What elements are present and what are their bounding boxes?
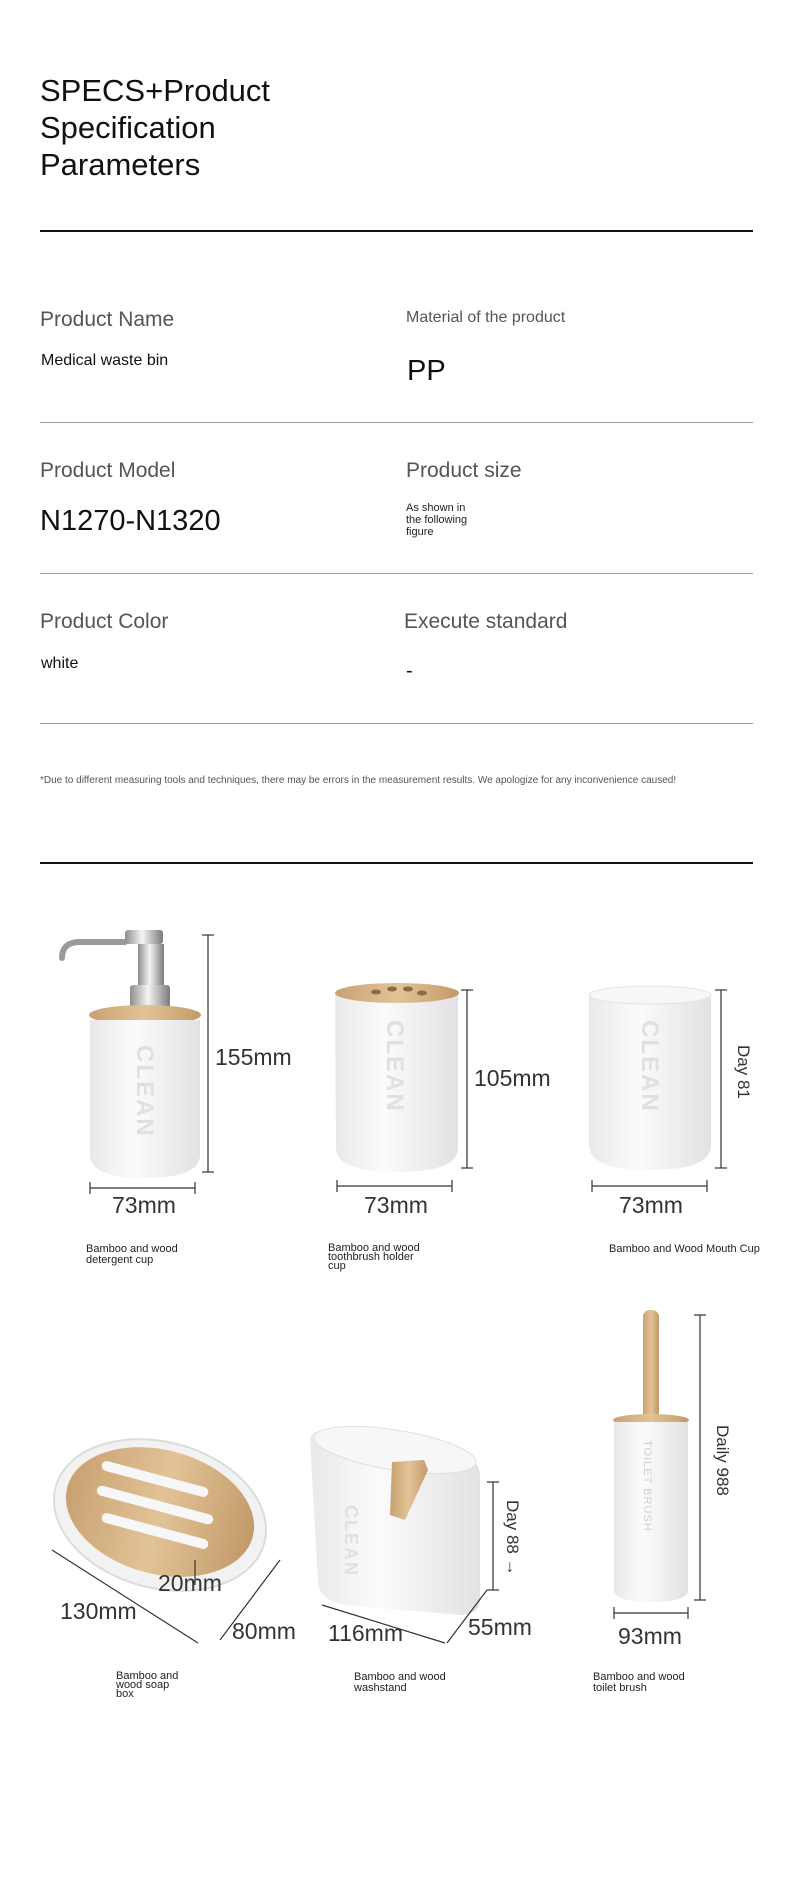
washstand-caption: Bamboo and wood washstand	[354, 1671, 446, 1694]
mouth-cup-height: Day 81	[734, 1045, 753, 1099]
soap-box-width: 80mm	[232, 1618, 296, 1644]
product-name-value: Medical waste bin	[41, 352, 169, 369]
product-size-label: Product size	[406, 459, 522, 482]
detergent-cup-width: 73mm	[112, 1192, 176, 1218]
detergent-cup-embossed-text: CLEAN	[131, 1045, 158, 1138]
material-label: Material of the product	[406, 309, 566, 326]
product-model-value: N1270-N1320	[40, 505, 221, 537]
toilet-brush-height: Daily 988	[713, 1425, 732, 1496]
page-title: SPECS+Product Specification Parameters	[40, 73, 271, 182]
soap-box-caption: Bamboo and wood soap box	[116, 1670, 179, 1700]
execute-standard-label: Execute standard	[404, 610, 568, 633]
toilet-brush-width: 93mm	[618, 1623, 682, 1649]
washstand-height: Day 88 →	[503, 1500, 522, 1576]
detergent-cup-height: 155mm	[215, 1044, 292, 1070]
toothbrush-holder-caption: Bamboo and wood toothbrush holder cup	[328, 1242, 420, 1272]
toilet-brush-image	[613, 1310, 706, 1619]
product-model-label: Product Model	[40, 459, 176, 482]
material-value: PP	[407, 355, 446, 387]
soap-box-length: 130mm	[60, 1598, 137, 1624]
toilet-brush-caption: Bamboo and wood toilet brush	[593, 1671, 685, 1694]
washstand-image	[310, 1417, 499, 1643]
execute-standard-value: -	[406, 660, 413, 682]
measurement-disclaimer: *Due to different measuring tools and techniques, there may be errors in the measurement results. We apologize for any inconvenience caused!	[40, 775, 677, 786]
product-size-value: As shown in the following figure	[406, 502, 468, 538]
toothbrush-holder-height: 105mm	[474, 1065, 551, 1091]
toothbrush-holder-width: 73mm	[364, 1192, 428, 1218]
product-color-label: Product Color	[40, 610, 169, 633]
mouth-cup-width: 73mm	[619, 1192, 683, 1218]
washstand-width: 55mm	[468, 1614, 532, 1640]
mouth-cup-caption: Bamboo and Wood Mouth Cup	[609, 1243, 760, 1255]
washstand-length: 116mm	[328, 1620, 403, 1646]
detergent-cup-caption: Bamboo and wood detergent cup	[86, 1243, 178, 1266]
washstand-embossed-text: CLEAN	[341, 1505, 361, 1577]
mouth-cup-embossed-text: CLEAN	[636, 1020, 663, 1113]
product-color-value: white	[41, 655, 79, 672]
product-name-label: Product Name	[40, 308, 175, 331]
soap-box-height: 20mm	[158, 1570, 222, 1596]
toothbrush-holder-embossed-text: CLEAN	[381, 1020, 408, 1113]
toilet-brush-embossed-text: TOILET BRUSH	[641, 1440, 653, 1532]
